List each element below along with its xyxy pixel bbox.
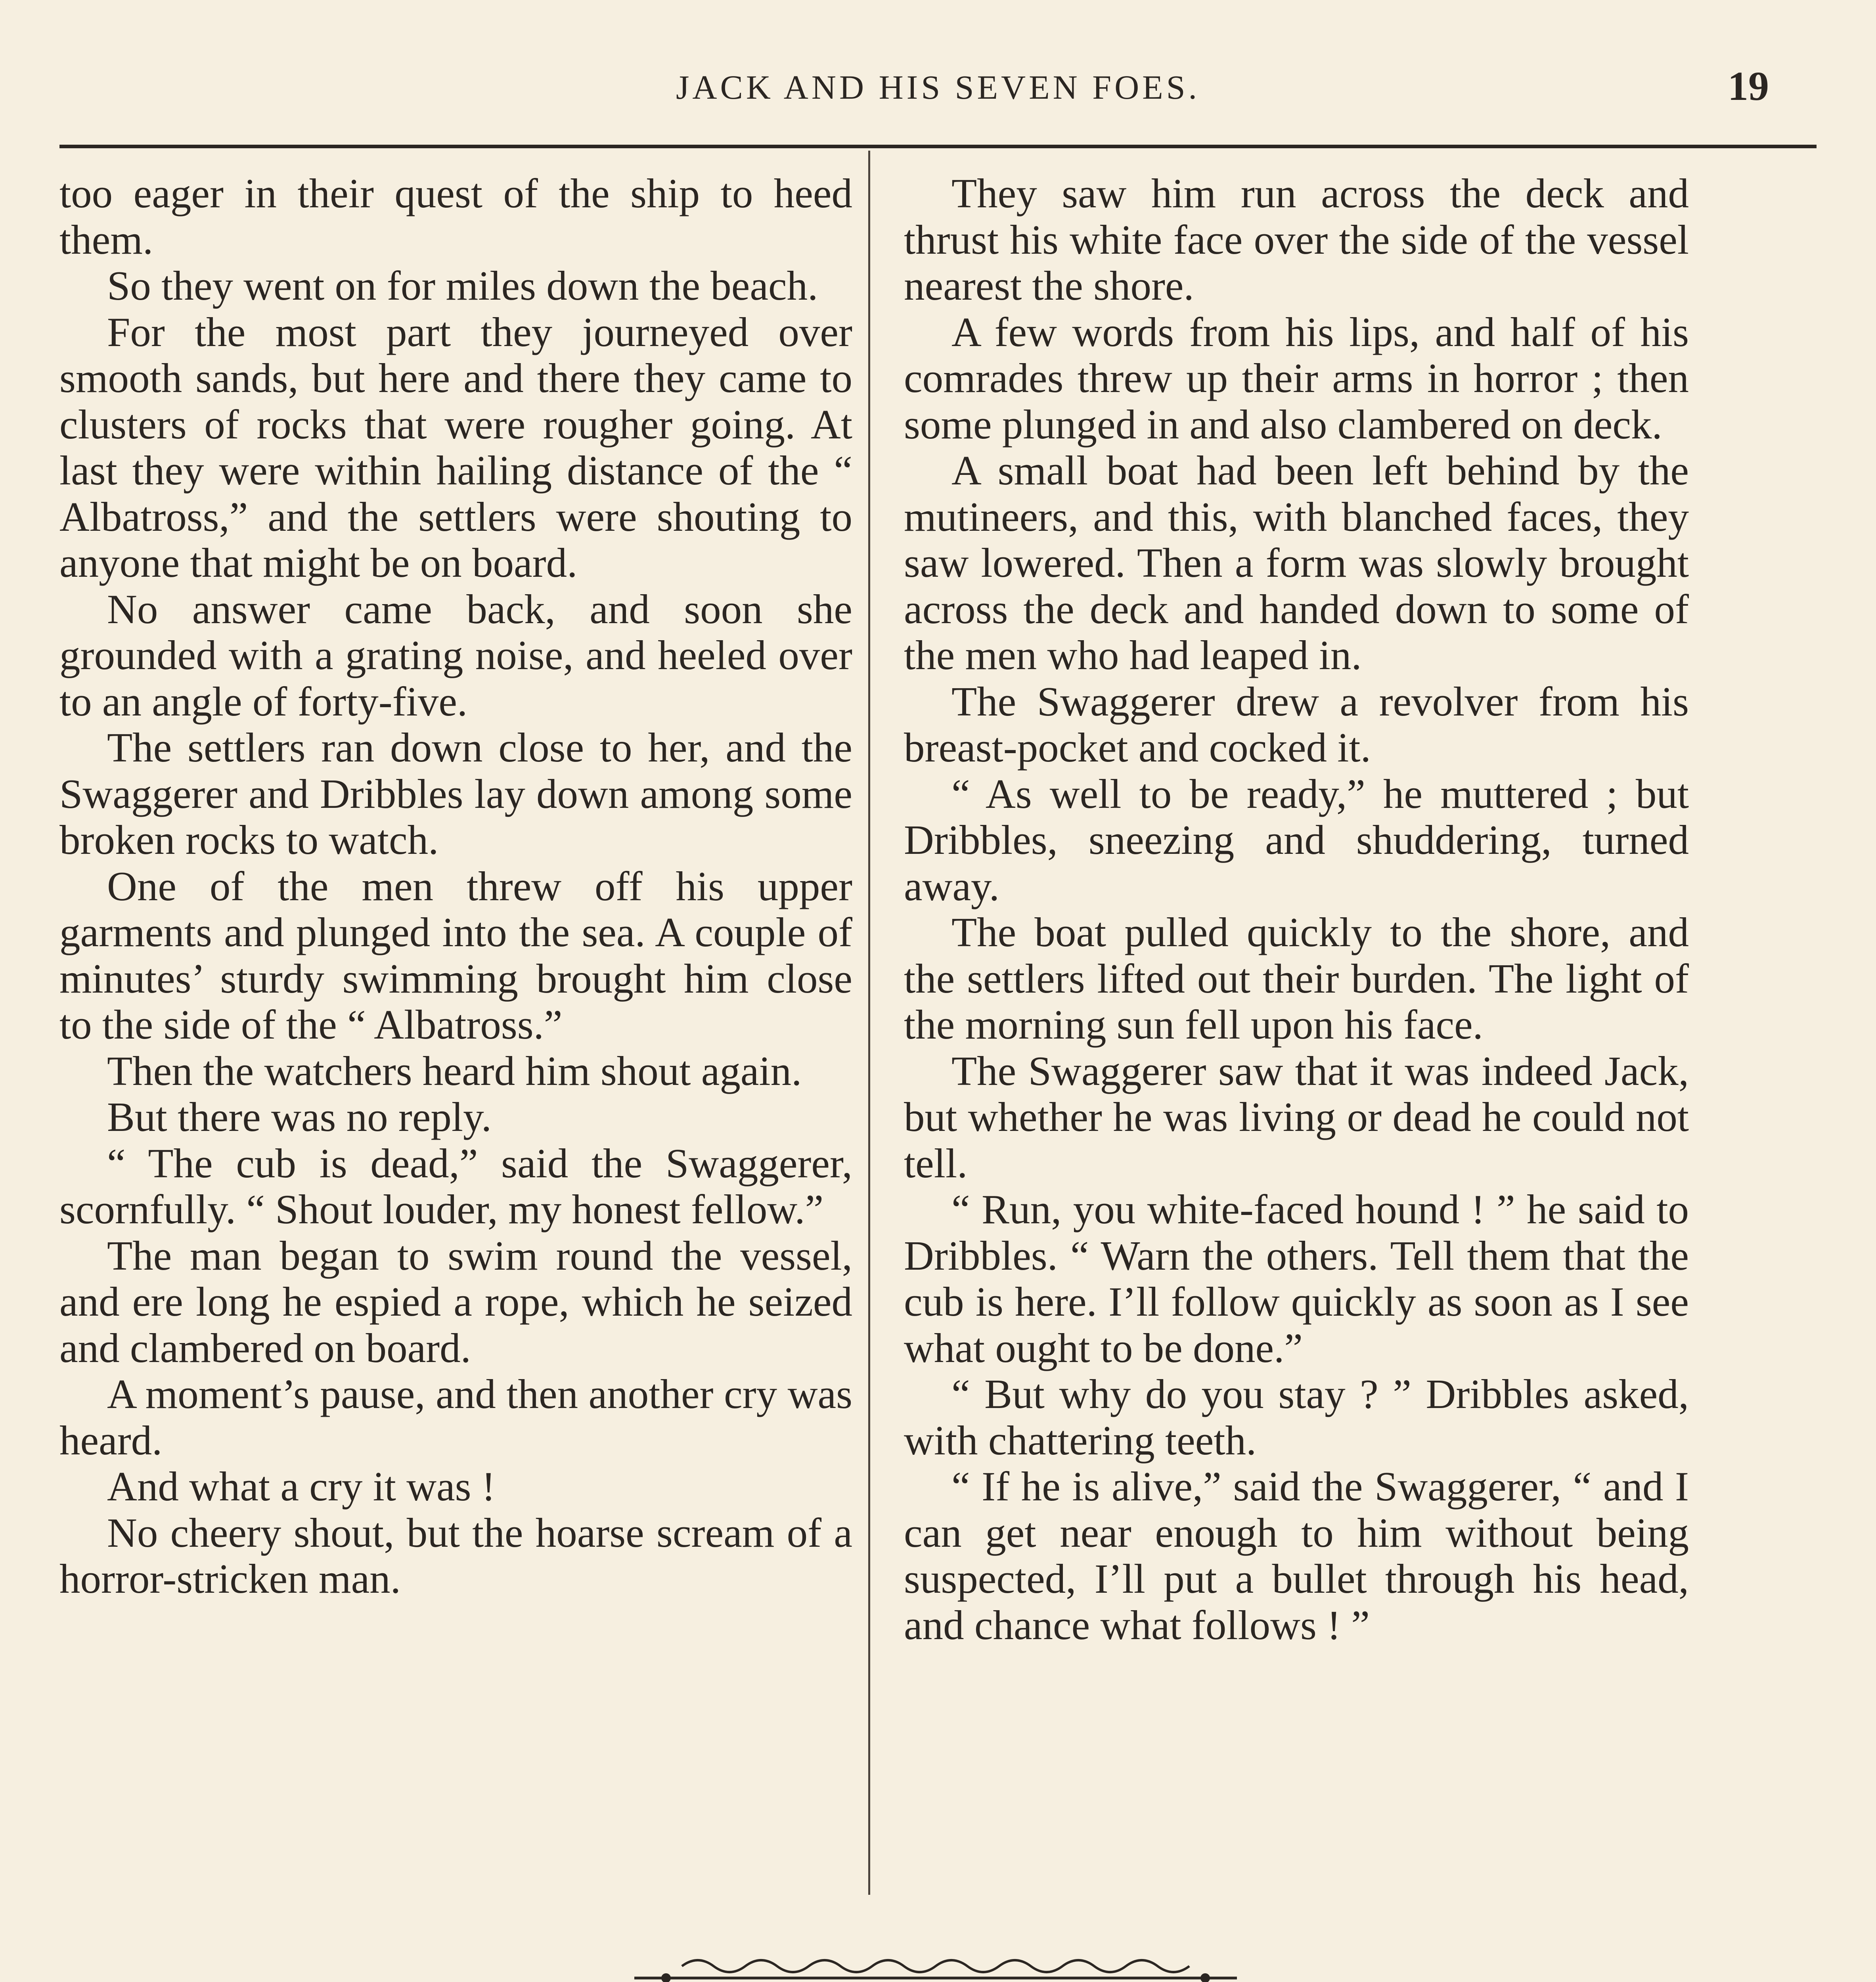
paragraph: The settlers ran down close to her, and the Swaggerer and Dribbles lay down among some broken rocks to watch. xyxy=(59,724,852,863)
paragraph: One of the men threw off his upper garments and plunged into the sea. A couple of minutes’ sturdy swimming brought him close to the side of the “ Albatross.” xyxy=(59,863,852,1048)
paragraph: “ If he is alive,” said the Swaggerer, “ and I can get near enough to him without being suspected, I’ll put a bullet through his head, and chance what follows ! ” xyxy=(904,1463,1689,1648)
paragraph: The Swaggerer drew a revolver from his breast-pocket and cocked it. xyxy=(904,678,1689,771)
paragraph: too eager in their quest of the ship to heed them. xyxy=(59,170,852,263)
running-title: JACK AND HIS SEVEN FOES. xyxy=(676,68,1200,106)
paragraph: “ Run, you white-faced hound ! ” he said to Dribbles. “ Warn the others. Tell them that the cub is here. I’ll follow quickly as soon as I see what ought to be done.” xyxy=(904,1186,1689,1371)
paragraph: The boat pulled quickly to the shore, and the settlers lifted out their burden. The light of the morning sun fell upon his face. xyxy=(904,909,1689,1048)
paragraph: For the most part they journeyed over smooth sands, but here and there they came to clusters of rocks that were rougher going. At last they were within hailing distance of the “ Albatross,” and the settlers were shouting to anyone that might be on board. xyxy=(59,308,852,586)
paragraph: No cheery shout, but the hoarse scream of a horror-stricken man. xyxy=(59,1509,852,1602)
paragraph: But there was no reply. xyxy=(107,1094,492,1140)
page-number: 19 xyxy=(1728,63,1769,109)
paragraph: A small boat had been left behind by the mutineers, and this, with blanched faces, they saw lowered. Then a form was slowly brought across the deck and handed down to some of the men who had leaped in. xyxy=(904,447,1689,678)
paragraph: “ But why do you stay ? ” Dribbles asked, with chattering teeth. xyxy=(904,1371,1689,1464)
paragraph: No answer came back, and soon she grounded with a grating noise, and heeled over to an angle of forty-five. xyxy=(59,585,852,725)
paragraph: They saw him run across the deck and thrust his white face over the side of the vessel nearest the shore. xyxy=(904,170,1689,309)
paragraph: And what a cry it was ! xyxy=(107,1463,496,1509)
column-divider xyxy=(868,151,870,1895)
section-ornament xyxy=(618,1944,1253,1982)
paragraph: The Swaggerer saw that it was indeed Jack, but whether he was living or dead he could not tell. xyxy=(904,1047,1689,1186)
paragraph: A moment’s pause, and then another cry was heard. xyxy=(59,1371,852,1464)
paragraph: “ As well to be ready,” he muttered ; but Dribbles, sneezing and shuddering, turned away. xyxy=(904,770,1689,909)
section1-left-column xyxy=(59,170,852,1602)
paragraph: A few words from his lips, and half of his comrades threw up their arms in horror ; then some plunged in and also clambered on deck. xyxy=(904,308,1689,448)
section1-right-column xyxy=(904,170,1689,1648)
header-rule xyxy=(59,145,1817,148)
paragraph: “ The cub is dead,” said the Swaggerer, scornfully. “ Shout louder, my honest fellow.” xyxy=(59,1140,852,1232)
paragraph: The man began to swim round the vessel, and ere long he espied a rope, which he seized and clambered on board. xyxy=(59,1232,852,1371)
paragraph: Then the watchers heard him shout again. xyxy=(107,1047,802,1094)
page-header xyxy=(59,59,1817,135)
paragraph: So they went on for miles down the beach. xyxy=(107,262,818,309)
